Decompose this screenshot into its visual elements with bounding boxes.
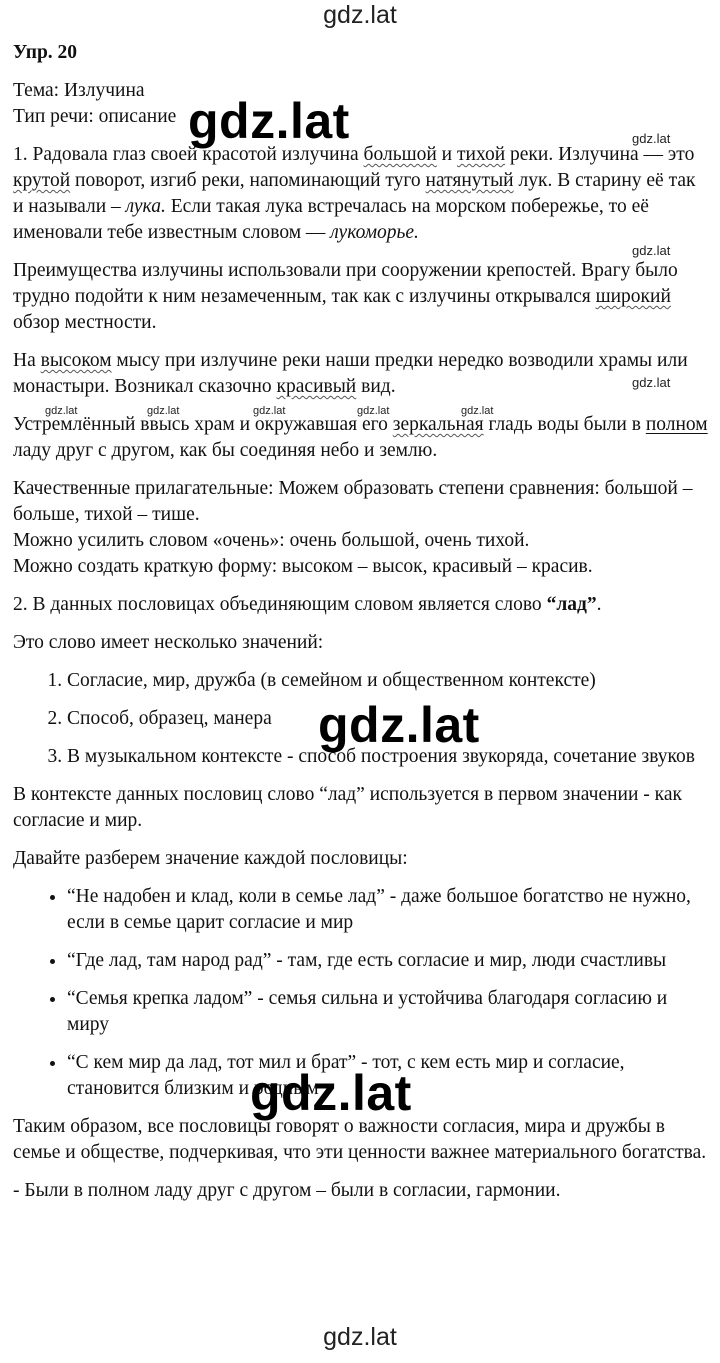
text-span: . xyxy=(596,594,602,615)
adjective-underlined: натянутый xyxy=(425,170,514,191)
paragraph-10: - Были в полном ладу друг с другом – были в согласии, гармонии. xyxy=(13,1180,561,1201)
adjective-underlined: красивый xyxy=(276,376,357,397)
meta-block xyxy=(13,78,709,130)
text-span: 1. Радовала глаз своей красотой излучина xyxy=(13,144,364,165)
list-item: • “Где лад, там народ рад” - там, где есть согласие и мир, люди счастливы xyxy=(67,948,709,974)
watermark-small: gdz.lat xyxy=(632,243,671,258)
text-span: поворот, изгиб реки, напоминающий туго xyxy=(70,170,426,191)
list-item: • “С кем мир да лад, тот мил и брат” - тот, с кем есть мир и согласие, становится близким и родным xyxy=(67,1050,709,1102)
text-span: Устремлённый ввысь храм и окружавшая его xyxy=(13,414,393,435)
italic-word: лукоморье. xyxy=(330,222,419,243)
watermark-logo: gdz.lat xyxy=(250,1065,412,1121)
adjective-underlined: крутой xyxy=(13,170,71,191)
text-span: гладь воды были в xyxy=(483,414,646,435)
quality-line-3: Можно создать краткую форму: высоком – высок, красивый – красив. xyxy=(13,556,593,577)
text-span: обзор местности. xyxy=(13,312,157,333)
text-span: Преимущества излучины использовали при сооружении крепостей. Врагу было трудно подойти к ним незамеченным, так как с излучины открывался xyxy=(13,260,678,307)
watermark-tiny: gdz.lat xyxy=(357,405,390,417)
quality-adjectives-block xyxy=(13,476,709,580)
list-item: • “Не надобен и клад, коли в семье лад” - даже большое богатство не нужно, если в семье царит согласие и мир xyxy=(67,884,709,936)
watermark-tiny: gdz.lat xyxy=(253,405,286,417)
paragraph-3 xyxy=(13,348,709,400)
quality-line-1: Качественные прилагательные: Можем образовать степени сравнения: большой – больше, тихой – тише. xyxy=(13,478,693,525)
text-span: лук. В старину её так и называли – xyxy=(13,170,696,217)
watermark-tiny: gdz.lat xyxy=(461,405,494,417)
list-item: 1. Согласие, мир, дружба (в семейном и общественном контексте) xyxy=(67,668,709,694)
site-header: gdz.lat xyxy=(323,1,397,29)
italic-word: лука. xyxy=(125,196,166,217)
text-span: 2. В данных пословицах объединяющим словом является слово xyxy=(13,594,547,615)
text-span: реки. Излучина — это xyxy=(505,144,695,165)
text-span: вид. xyxy=(356,376,396,397)
adjective-underlined: высоком xyxy=(40,350,112,371)
paragraph-5 xyxy=(13,592,709,618)
paragraph-9: Таким образом, все пословицы говорят о важности согласия, мира и дружбы в семье и обществе, подчеркивая, что эти ценности важнее материального богатства. xyxy=(13,1116,707,1163)
paragraph-2 xyxy=(13,258,709,336)
watermark-tiny: gdz.lat xyxy=(147,405,180,417)
adjective-underlined: широкий xyxy=(595,286,671,307)
adjective-underlined: зеркальная xyxy=(392,414,484,435)
paragraph-7: В контексте данных пословиц слово “лад” используется в первом значении - как согласие и мир. xyxy=(13,784,682,831)
paragraph-6: Это слово имеет несколько значений: xyxy=(13,632,324,653)
watermark-small: gdz.lat xyxy=(632,131,671,146)
text-span: мысу при излучине реки наши предки нередко возводили храмы или монастыри. Возникал сказочно xyxy=(13,350,688,397)
speech-type-line: Тип речи: описание xyxy=(13,106,177,127)
watermark-tiny: gdz.lat xyxy=(45,405,78,417)
adjective-underlined: большой xyxy=(363,144,437,165)
adjective-underlined: полном xyxy=(645,414,708,435)
list-item: • “Семья крепка ладом” - семья сильна и устойчива благодаря согласию и миру xyxy=(67,986,709,1038)
exercise-content xyxy=(13,40,709,1216)
bold-word: “лад” xyxy=(546,594,597,615)
exercise-title: Упр. 20 xyxy=(13,42,78,63)
watermark-logo: gdz.lat xyxy=(318,697,480,753)
watermark-logo: gdz.lat xyxy=(188,93,350,149)
site-footer: gdz.lat xyxy=(323,1323,397,1351)
text-span: На xyxy=(13,350,41,371)
text-span: и xyxy=(436,144,457,165)
text-span: ладу друг с другом, как бы соединяя небо и землю. xyxy=(13,440,438,461)
list-item: 3. В музыкальном контексте - способ построения звукоряда, сочетание звуков xyxy=(67,744,709,770)
paragraph-8: Давайте разберем значение каждой пословицы: xyxy=(13,848,408,869)
paragraph-1 xyxy=(13,142,709,246)
theme-line: Тема: Излучина xyxy=(13,80,145,101)
adjective-underlined: тихой xyxy=(456,144,506,165)
quality-line-2: Можно усилить словом «очень»: очень большой, очень тихой. xyxy=(13,530,530,551)
paragraph-4 xyxy=(13,412,709,464)
text-span: Если такая лука встречалась на морском побережье, то её именовали тебе известным словом — xyxy=(13,196,649,243)
watermark-small: gdz.lat xyxy=(632,375,671,390)
list-item: 2. Способ, образец, манера xyxy=(67,706,709,732)
